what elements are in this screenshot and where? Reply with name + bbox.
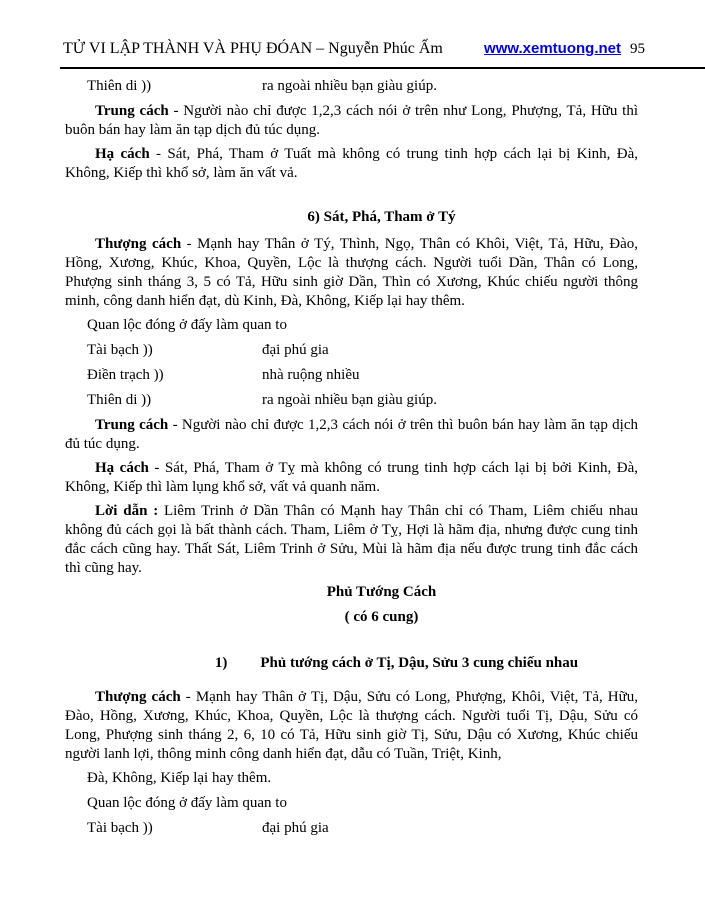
tab-value: nhà ruộng nhiều (262, 367, 360, 383)
paragraph-text: - Người nào chỉ được 1,2,3 cách nói ở trên như Long, Phượng, Tả, Hữu thì buôn bán hay làm ăn tạp dịch đủ túc dụng. (65, 103, 638, 138)
heading-number: 1) (214, 655, 228, 671)
heading-text: Phủ tướng cách ở Tị, Dậu, Sửu 3 cung chiếu nhau (260, 655, 579, 671)
paragraph-lead: Trung cách (95, 103, 169, 119)
tab-label: Tài bạch )) (87, 820, 153, 836)
tab-value: ra ngoài nhiều bạn giàu giúp. (262, 78, 437, 94)
tab-label: Thiên di )) (87, 392, 152, 408)
paragraph-lead: Trung cách (95, 417, 169, 433)
tab-line (65, 819, 638, 838)
page-header (0, 0, 705, 58)
paragraph (65, 235, 638, 311)
page-content (0, 69, 705, 838)
paragraph-lead: Thượng cách (95, 236, 182, 252)
tab-line (65, 341, 638, 360)
paragraph-text: - Mạnh hay Thân ở Tý, Thình, Ngọ, Thân có Khôi, Việt, Tả, Hữu, Đào, Hồng, Xương, Khúc, Khoa, Quyền, Lộc là thượng cách. Người tuổi Dần, Thân có Long, Phượng sinh tháng 3, 5 có Tả, Hữu sinh giờ Dần, Thìn có Xương, Khúc chiếu người thông minh, công danh hiển đạt, dù Kinh, Đà, Không, Kiếp lại hay thêm. (65, 236, 639, 309)
tab-value: đại phú gia (262, 820, 329, 836)
website-link[interactable]: www.xemtuong.net (484, 40, 621, 57)
plain-line: Đà, Không, Kiếp lại hay thêm. (87, 770, 272, 786)
document-title: TỬ VI LẬP THÀNH VÀ PHỤ ĐÓAN – Nguyễn Phúc Ấm (63, 40, 443, 57)
tab-line (65, 391, 638, 410)
paragraph-lead: Hạ cách (95, 146, 150, 162)
tab-value: ra ngoài nhiều bạn giàu giúp. (262, 392, 437, 408)
numbered-heading (65, 654, 638, 673)
plain-line: Quan lộc đóng ở đấy làm quan to (87, 317, 287, 333)
paragraph (65, 459, 638, 497)
tab-label: Điền trạch )) (87, 367, 164, 383)
paragraph-text: - Sát, Phá, Tham ở Tỵ mà không có trung tinh hợp cách lại bị bởi Kinh, Đà, Không, Kiếp thì làm lụng khổ sở, vất vả quanh năm. (65, 460, 638, 495)
paragraph-lead: Hạ cách (95, 460, 149, 476)
paragraph (65, 416, 638, 454)
tab-value: đại phú gia (262, 342, 329, 358)
paragraph-lead: Lời dẫn : (95, 503, 159, 519)
group-subheading: ( có 6 cung) (344, 609, 419, 625)
paragraph (65, 502, 638, 578)
paragraph-text: - Người nào chỉ được 1,2,3 cách nói ở trên thì buôn bán hay làm ăn tạp dịch đủ túc dụng. (65, 417, 638, 452)
section-heading: 6) Sát, Phá, Tham ở Tý (307, 209, 456, 225)
tab-line (65, 366, 638, 385)
paragraph (65, 688, 638, 764)
tab-label: Tài bạch )) (87, 342, 153, 358)
page-number: 95 (630, 41, 645, 57)
tab-label: Thiên di )) (87, 78, 152, 94)
paragraph (65, 145, 638, 183)
header-right-group (484, 40, 645, 58)
paragraph (65, 102, 638, 140)
tab-line (65, 77, 638, 96)
paragraph-text: - Mạnh hay Thân ở Tị, Dậu, Sửu có Long, Phượng, Khôi, Việt, Tả, Hữu, Đào, Hồng, Xương, Khúc, Khoa, Quyền, Lộc là thượng cách. Người tuổi Tị, Dậu, Sửu có Long, Phượng sinh tháng 2, 6, 10 có Tả, Hữu sinh giờ Tị, Sửu, Dậu có Xương, Khúc chiếu người lanh lợi, thông minh công danh hiển đạt, dẫu có Tuần, Triệt, Kinh, (65, 689, 639, 762)
paragraph-lead: Thượng cách (95, 689, 181, 705)
paragraph-text: - Sát, Phá, Tham ở Tuất mà không có trung tinh hợp cách lại bị Kinh, Đà, Không, Kiếp thì khổ sở, làm ăn vất vả. (65, 146, 638, 181)
paragraph-text: Liêm Trinh ở Dần Thân có Mạnh hay Thân chỉ có Tham, Liêm chiếu nhau không đủ cách gọi là bất thành cách. Tham, Liêm ở Tỵ, Hợi là hãm địa, nhưng được cung tinh đắc cách cũng hay. Thất Sát, Liêm Trinh ở Sửu, Mùi là hãm địa nếu được trung tinh đắc cách thì cũng hay. (65, 503, 638, 576)
plain-line: Quan lộc đóng ở đấy làm quan to (87, 795, 287, 811)
group-heading: Phủ Tướng Cách (326, 584, 437, 600)
